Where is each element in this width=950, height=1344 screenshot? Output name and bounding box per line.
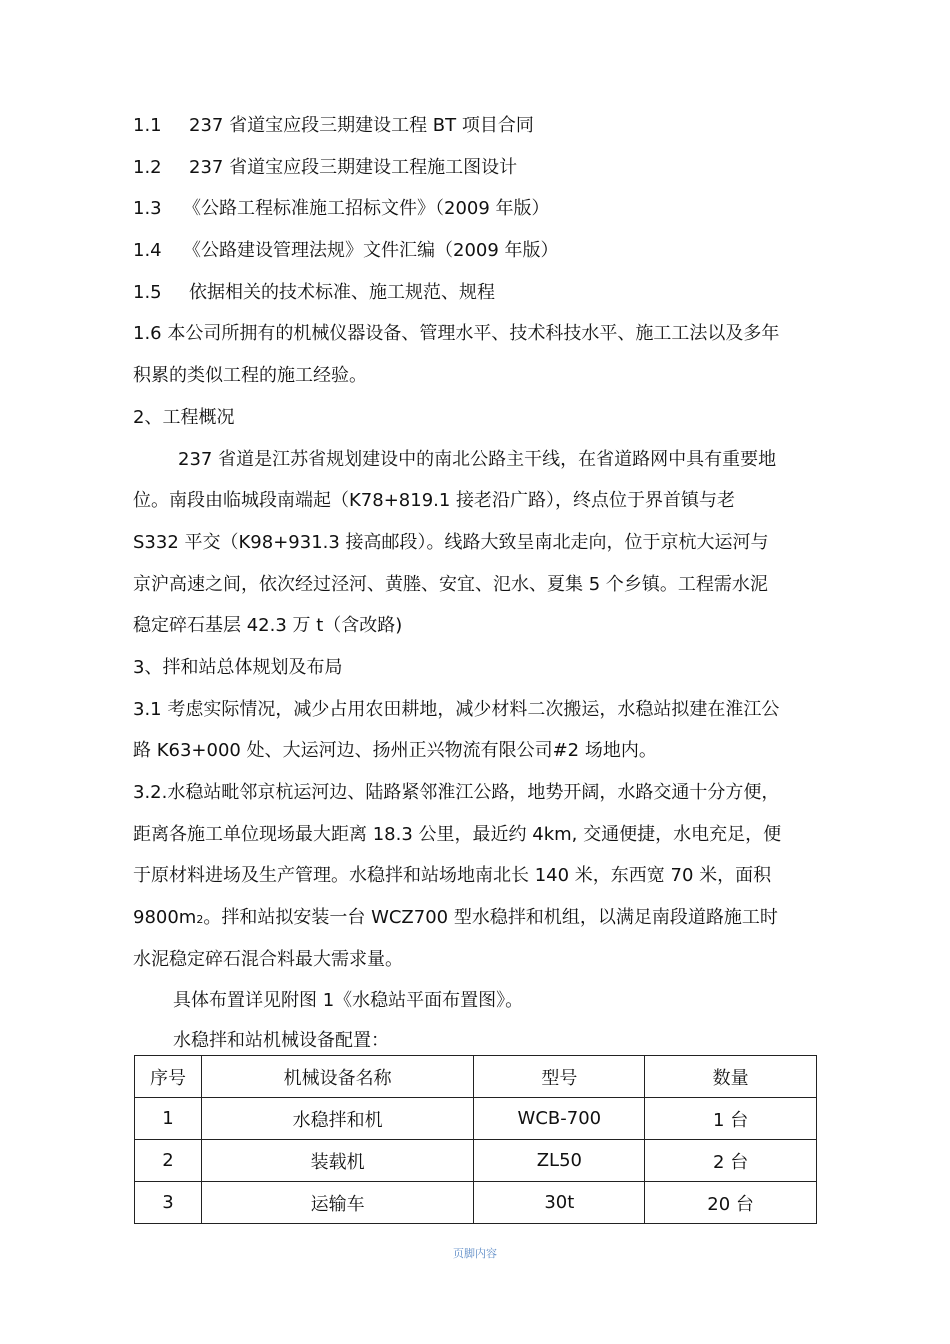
area-text: 。拌和站拟安装一台 WCZ700 型水稳拌和机组，以满足南段道路施工时 [203, 907, 778, 928]
table-cell: 水稳拌和机 [201, 1098, 474, 1140]
table-cell: ZL50 [474, 1140, 645, 1182]
paragraph-line: 位。南段由临城段南端起（K78+819.1 接老沿广路），终点位于界首镇与老 [133, 490, 736, 511]
basis-text: 237 省道宝应段三期建设工程 BT 项目合同 [189, 115, 534, 136]
header-cell: 序号 [135, 1056, 202, 1098]
table-cell: 2 [135, 1140, 202, 1182]
area-unit-subscript: 2 [196, 913, 204, 926]
table-cell: 运输车 [201, 1182, 474, 1224]
paragraph-line: 积累的类似工程的施工经验。 [133, 365, 367, 386]
basis-num: 1.5 [133, 282, 162, 303]
paragraph-line: 237 省道是江苏省规划建设中的南北公路主干线，在省道路网中具有重要地 [178, 449, 777, 470]
table-header-row [135, 1056, 817, 1098]
basis-item [133, 113, 534, 139]
basis-item [133, 280, 495, 306]
layout-note: 具体布置详见附图 1《水稳站平面布置图》。 [173, 990, 524, 1011]
paragraph-line: 3.2.水稳站毗邻京杭运河边、陆路紧邻淮江公路，地势开阔，水路交通十分方便， [133, 782, 780, 803]
table-cell: WCB-700 [474, 1098, 645, 1140]
area-value: 9800m [133, 907, 197, 928]
paragraph-line: 距离各施工单位现场最大距离 18.3 公里，最近约 4km, 交通便捷，水电充足，便 [133, 824, 782, 845]
paragraph-line: 路 K63+000 处、大运河边、扬州正兴物流有限公司#2 场地内。 [133, 740, 657, 761]
header-cell: 数量 [645, 1056, 817, 1098]
table-cell: 1 台 [645, 1098, 817, 1140]
header-cell: 型号 [474, 1056, 645, 1098]
basis-item [133, 238, 559, 264]
paragraph-line: 水泥稳定碎石混合料最大需求量。 [133, 949, 403, 970]
basis-num: 1.4 [133, 240, 162, 261]
paragraph-line: 京沪高速之间，依次经过泾河、黄塍、安宜、氾水、夏集 5 个乡镇。工程需水泥 [133, 574, 768, 595]
basis-text: 《公路建设管理法规》文件汇编（2009 年版） [183, 240, 559, 261]
basis-text: 237 省道宝应段三期建设工程施工图设计 [189, 157, 518, 178]
paragraph-line: S332 平交（K98+931.3 接高邮段）。线路大致呈南北走向，位于京杭大运河与 [133, 532, 769, 553]
table-cell: 3 [135, 1182, 202, 1224]
basis-item [133, 196, 550, 222]
basis-text: 《公路工程标准施工招标文件》（2009 年版） [183, 198, 550, 219]
table-cell: 30t [474, 1182, 645, 1224]
header-cell: 机械设备名称 [201, 1056, 474, 1098]
page-footer: 页脚内容 [453, 1247, 497, 1260]
table-row [135, 1140, 817, 1182]
paragraph-line [133, 905, 778, 933]
paragraph-line: 稳定碎石基层 42.3 万 t（含改路) [133, 615, 403, 636]
section-heading: 3、拌和站总体规划及布局 [133, 657, 343, 678]
table-caption: 水稳拌和站机械设备配置： [173, 1030, 389, 1051]
section-heading: 2、工程概况 [133, 407, 235, 428]
table-cell: 20 台 [645, 1182, 817, 1224]
basis-text: 依据相关的技术标准、施工规范、规程 [189, 282, 495, 303]
equipment-table [134, 1055, 817, 1224]
basis-num: 1.2 [133, 157, 162, 178]
paragraph-line: 1.6 本公司所拥有的机械仪器设备、管理水平、技术科技水平、施工工法以及多年 [133, 323, 780, 344]
table-cell: 1 [135, 1098, 202, 1140]
table-cell: 2 台 [645, 1140, 817, 1182]
table-row [135, 1098, 817, 1140]
basis-num: 1.3 [133, 198, 162, 219]
basis-item [133, 155, 517, 181]
basis-num: 1.1 [133, 115, 162, 136]
paragraph-line: 于原材料进场及生产管理。水稳拌和站场地南北长 140 米，东西宽 70 米，面积 [133, 865, 772, 886]
paragraph-line: 3.1 考虑实际情况，减少占用农田耕地，减少材料二次搬运，水稳站拟建在淮江公 [133, 699, 780, 720]
table-row [135, 1182, 817, 1224]
table-cell: 装载机 [201, 1140, 474, 1182]
